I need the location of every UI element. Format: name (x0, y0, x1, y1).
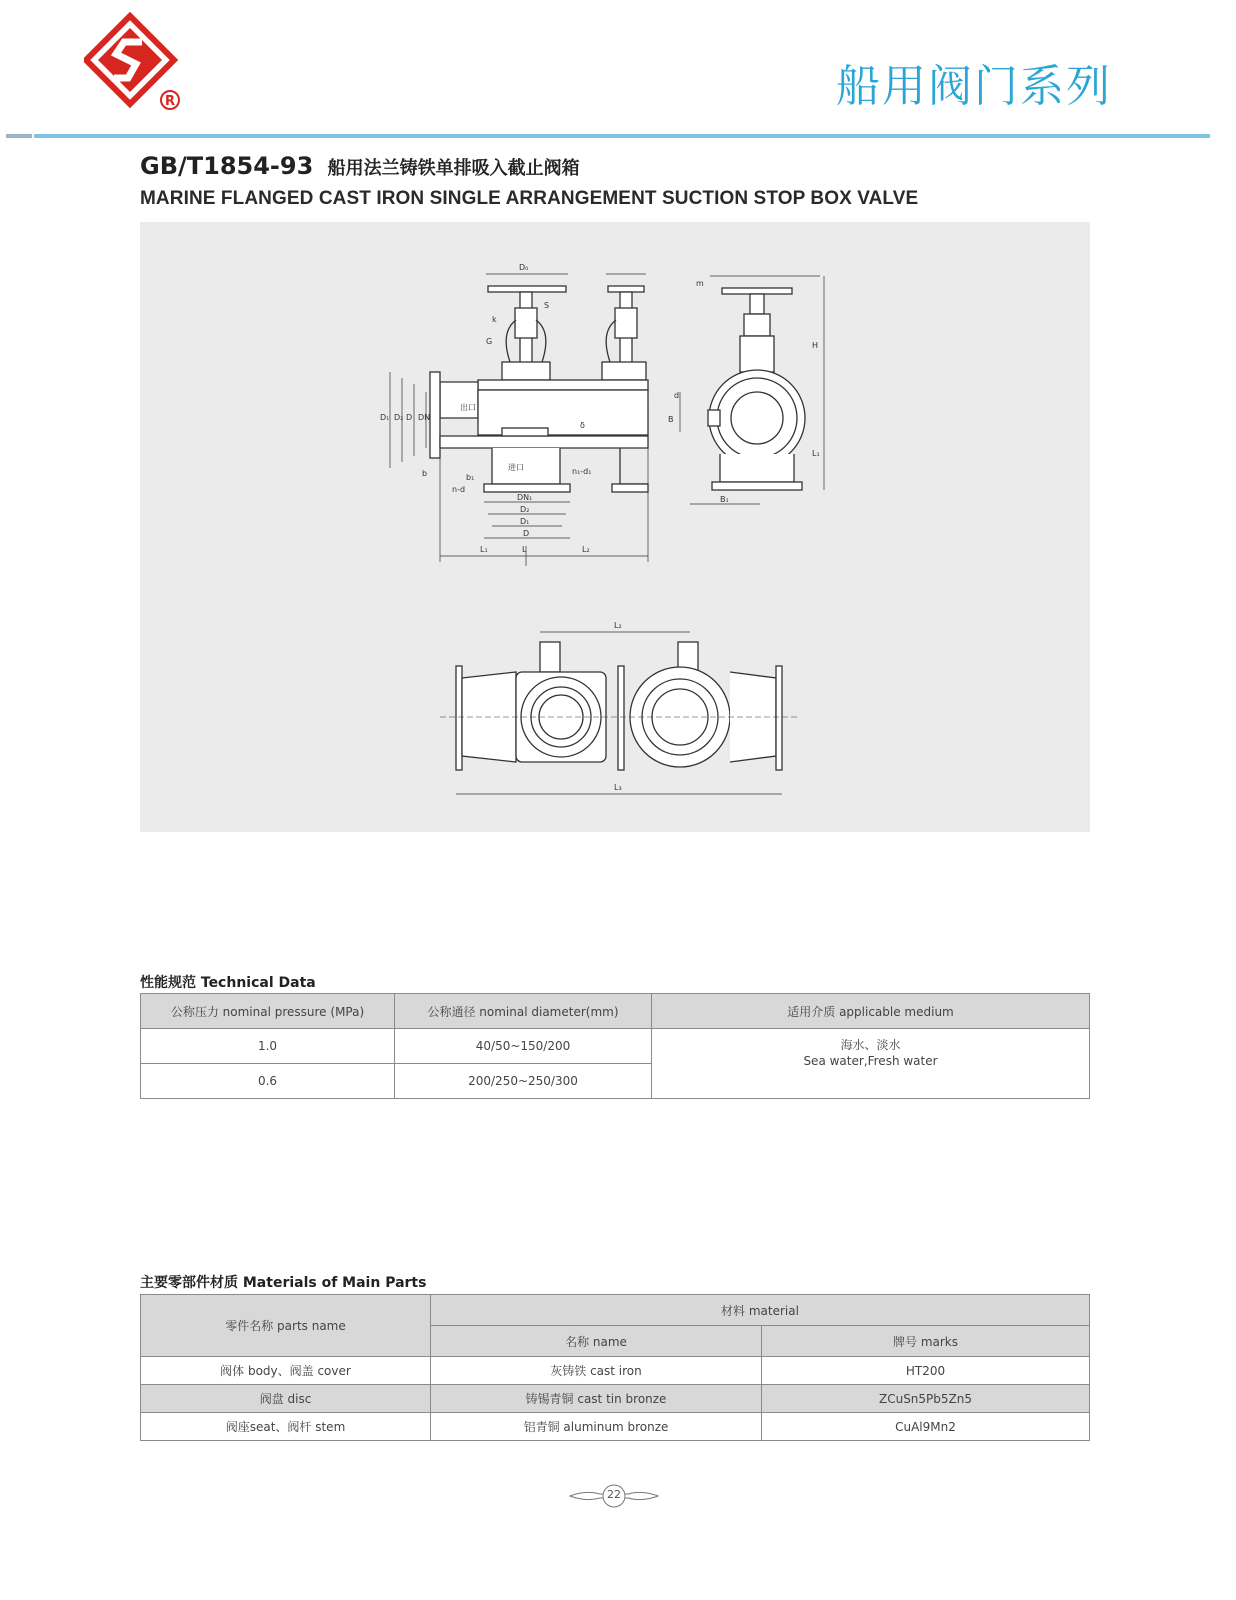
label-D0: D₀ (519, 263, 529, 272)
label-L-top: L₂ (614, 621, 622, 630)
label-m: m (696, 279, 704, 288)
material-name-cell: 铝青铜 aluminum bronze (431, 1413, 762, 1441)
label-D-bottom: D (523, 529, 530, 538)
header-diameter: 公称通径 nominal diameter(mm) (395, 994, 652, 1029)
mark-cell: HT200 (762, 1357, 1090, 1385)
label-D: D (406, 413, 413, 422)
header-rule (34, 134, 1210, 138)
material-name-cell: 铸锡青铜 cast tin bronze (431, 1385, 762, 1413)
header-pressure: 公称压力 nominal pressure (MPa) (141, 994, 395, 1029)
materials-title: 主要零部件材质 Materials of Main Parts (140, 1275, 427, 1291)
header-parts-name: 零件名称 parts name (141, 1295, 431, 1357)
page-number (566, 1482, 662, 1510)
standard-code: GB/T1854-93 (140, 152, 314, 180)
label-L-bottom: L₃ (614, 783, 622, 792)
mark-cell: ZCuSn5Pb5Zn5 (762, 1385, 1090, 1413)
material-name-cell: 灰铸铁 cast iron (431, 1357, 762, 1385)
header-name: 名称 name (431, 1326, 762, 1357)
label-L1: L₁ (480, 545, 488, 554)
label-DN1: DN₁ (517, 493, 533, 502)
label-b1: b₁ (466, 473, 475, 482)
pressure-cell: 0.6 (141, 1064, 395, 1099)
label-D2: D₂ (394, 413, 404, 422)
medium-cell (652, 1029, 1090, 1099)
table-row (141, 1029, 1090, 1064)
label-n-d: n-d (452, 485, 466, 494)
label-outlet: 出口 (460, 403, 476, 412)
part-cell: 阀盘 disc (141, 1385, 431, 1413)
pressure-cell: 1.0 (141, 1029, 395, 1064)
label-delta: δ (580, 421, 585, 430)
header-material: 材料 material (431, 1295, 1090, 1326)
front-view (380, 263, 648, 566)
diameter-cell: 40/50~150/200 (395, 1029, 652, 1064)
product-name-cn: 船用法兰铸铁单排吸入截止阀箱 (327, 158, 580, 179)
label-n1-d1: n₁-d₁ (572, 467, 592, 476)
table-header-row (141, 1295, 1090, 1326)
header-medium: 适用介质 applicable medium (652, 994, 1090, 1029)
label-D1: D₁ (380, 413, 390, 422)
table-row (141, 1357, 1090, 1385)
label-B1: B₁ (720, 495, 729, 504)
technical-data-table (140, 993, 1090, 1099)
label-L: L (522, 545, 527, 554)
header-rule-stub (6, 134, 32, 138)
label-B: B (668, 415, 674, 424)
label-inlet: 进口 (508, 463, 524, 472)
label-D2-bottom: D₂ (520, 505, 530, 514)
page-number-text: 22 (607, 1488, 621, 1501)
product-name-en: MARINE FLANGED CAST IRON SINGLE ARRANGEMENT SUCTION STOP BOX VALVE (140, 188, 919, 209)
technical-drawing (140, 222, 1090, 832)
label-L-side: L₁ (812, 449, 820, 458)
label-L2: L₂ (582, 545, 590, 554)
label-S: S (544, 301, 550, 310)
label-DN: DN (418, 413, 431, 422)
materials-table (140, 1294, 1090, 1441)
part-cell: 阀体 body、阀盖 cover (141, 1357, 431, 1385)
plan-view (440, 621, 800, 794)
table-row (141, 1413, 1090, 1441)
label-d: d (674, 391, 680, 400)
mark-cell: CuAl9Mn2 (762, 1413, 1090, 1441)
medium-en: Sea water,Fresh water (803, 1054, 938, 1068)
table-row (141, 1385, 1090, 1413)
label-D1-bottom: D₁ (520, 517, 530, 526)
registered-mark: R (164, 94, 176, 109)
label-b: b (422, 469, 428, 478)
side-view (668, 276, 824, 504)
drawing-svg (140, 222, 1090, 832)
part-cell: 阀座seat、阀杆 stem (141, 1413, 431, 1441)
product-title (140, 152, 580, 180)
series-title: 船用阀门系列 (836, 61, 1112, 112)
label-G: G (486, 337, 493, 346)
label-H: H (812, 341, 819, 350)
medium-cn: 海水、淡水 (840, 1038, 901, 1052)
technical-data-title: 性能规范 Technical Data (140, 975, 316, 991)
diameter-cell: 200/250~250/300 (395, 1064, 652, 1099)
company-logo (84, 12, 188, 116)
label-k: k (492, 315, 497, 324)
table-header-row (141, 994, 1090, 1029)
header-marks: 牌号 marks (762, 1326, 1090, 1357)
